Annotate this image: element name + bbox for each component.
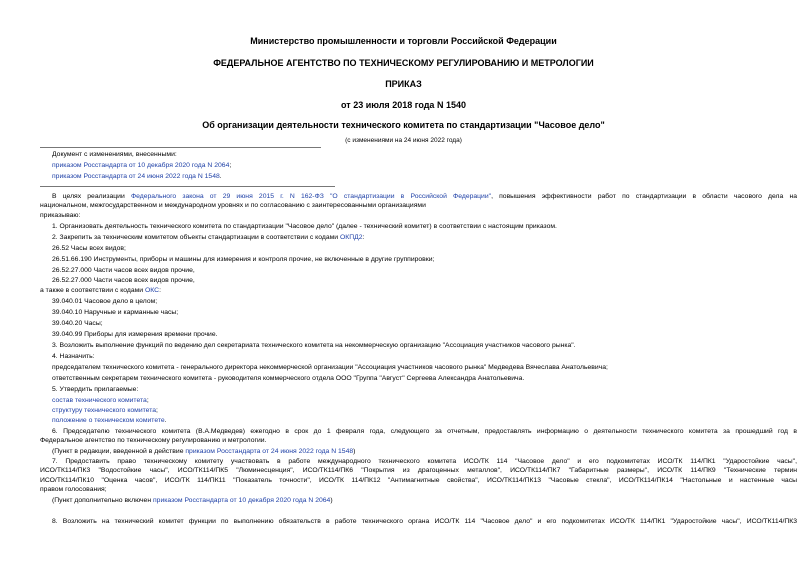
okpd2-link[interactable]: ОКПД2 bbox=[339, 234, 363, 241]
okpd-item: 26.52.27.000 Части часов всех видов прочие, bbox=[52, 267, 195, 274]
clause-5: 5. Утвердить прилагаемые: bbox=[52, 386, 139, 393]
clause-4-secretary: ответственным секретарем технического комитета - руководителя коммерческого отдела ООО "Группа "Август" Сергеева Александра Анатольевича. bbox=[52, 375, 525, 382]
preamble-line-3: приказываю: bbox=[40, 212, 81, 219]
document-type: ПРИКАЗ bbox=[385, 79, 422, 89]
clause-7-line-2: ИСО/ТК114/ПК3 "Водостойкие часы", ИСО/ТК114/ПК5 "Люминесценция", ИСО/ТК114/ПК6 "Покрытия из драгоценных металлов", ИСО/ТК114/ПК7 "Габаритные размеры", ИСО/ТК 114/ПК9 "Технические термин bbox=[40, 467, 797, 474]
okpd-item: 26.52.27.000 Части часов всех видов прочие, bbox=[52, 277, 195, 284]
changes-block bbox=[52, 149, 231, 182]
clause-3: 3. Возложить выполнение функций по ведению дел секретариата технического комитета на некоммерческую организацию "Ассоциация участников часового рынка". bbox=[52, 342, 576, 349]
oks-item: 39.040.20 Часы; bbox=[52, 320, 103, 327]
amendment-link-1548[interactable]: приказом Росстандарта от 24 июня 2022 года N 1548 bbox=[52, 173, 220, 180]
oks-item: 39.040.99 Приборы для измерения времени прочие. bbox=[52, 331, 218, 338]
divider-bottom bbox=[40, 186, 335, 187]
preamble-line-2: национальном, межгосударственном и международном уровнях и по согласованию с заинтересованными организациями bbox=[40, 202, 426, 209]
federal-law-link[interactable]: Федерального закона от 29 июня 2015 г. N 162-ФЗ "О стандартизации в Российской Федерации" bbox=[130, 193, 492, 200]
clause-7-line-4: правом голосования; bbox=[40, 486, 107, 493]
clause-7-line-1: 7. Предоставить право техническому комитету участвовать в работе международного технического комитета ИСО/ТК 114 "Часовое дело" и его подкомитетах ИСО/ТК 114/ПК1 "Ударостойкие часы", bbox=[52, 458, 797, 465]
clause-4: 4. Назначить: bbox=[52, 353, 95, 360]
clause-6-line-1: 6. Председателю технического комитета (В.А.Медведев) ежегодно в срок до 1 февраля года, следующего за отчетным, предоставлять информацию о деятельности технического комитета за прошедший год в bbox=[52, 428, 797, 435]
ministry-name: Министерство промышленности и торговли Российской Федерации bbox=[250, 36, 557, 46]
clause-4-chair: председателем технического комитета - генерального директора некоммерческой организации "Ассоциация участников часового рынка" Медведева Вячеслава Анатольевича; bbox=[52, 364, 608, 371]
clause-1: 1. Организовать деятельность технического комитета по стандартизации "Часовое дело" (далее - технический комитет) в соответствии с настоящим приказом. bbox=[52, 223, 557, 230]
changes-item-1: приказом Росстандарта от 10 декабря 2020 года N 2064; bbox=[52, 162, 232, 169]
oks-item: 39.040.01 Часовое дело в целом; bbox=[52, 298, 158, 305]
changes-note: (с изменениями на 24 июня 2022 года) bbox=[345, 137, 462, 144]
clause-8-line-1: 8. Возложить на технический комитет функции по выполнению обязательств в работе технического органа ИСО/ТК 114 "Часовое дело" и его подкомитетах ИСО/ТК 114/ПК1 "Ударостойкие часы", ИСО/ТК114/ПК3 bbox=[52, 518, 797, 525]
clause-5-item: структуру технического комитета; bbox=[52, 407, 158, 414]
oks-item: 39.040.10 Наручные и карманные часы; bbox=[52, 309, 179, 316]
okpd-item: 26.52 Часы всех видов; bbox=[52, 245, 126, 252]
oks-intro: а также в соответствии с кодами ОКС: bbox=[40, 287, 161, 294]
amendment-note-link-1548[interactable]: приказом Росстандарта от 24 июня 2022 года N 1548 bbox=[185, 448, 354, 455]
clause-2: 2. Закрепить за техническим комитетом объекты стандартизации в соответствии с кодами ОКПД2: bbox=[52, 234, 365, 241]
clause-5-item: состав технического комитета; bbox=[52, 397, 149, 404]
document-date-number: от 23 июля 2018 года N 1540 bbox=[341, 100, 466, 110]
committee-regulation-link[interactable]: положение о техническом комитете bbox=[52, 417, 165, 424]
amendment-note-link-2064[interactable]: приказом Росстандарта от 10 декабря 2020 года N 2064 bbox=[152, 497, 331, 504]
changes-intro: Документ с изменениями, внесенными: bbox=[52, 151, 177, 158]
clause-7-note: (Пункт дополнительно включен приказом Росстандарта от 10 декабря 2020 года N 2064) bbox=[52, 497, 333, 504]
committee-composition-link[interactable]: состав технического комитета bbox=[52, 397, 147, 404]
clause-5-item: положение о техническом комитете. bbox=[52, 417, 167, 424]
okpd-item: 26.51.66.190 Инструменты, приборы и машины для измерения и контроля прочие, не включенные в другие группировки; bbox=[52, 256, 435, 263]
committee-structure-link[interactable]: структуру технического комитета bbox=[52, 407, 157, 414]
clause-7-line-3: ИСО/ТК114/ПК10 "Оценка часов", ИСО/ТК 114/ПК11 "Показатель точности", ИСО/ТК 114/ПК12 "Антимагнитные свойства", ИСО/ТК114/ПК13 "Часовые стекла", ИСО/ТК114/ПК14 "Настольные и настенные часы bbox=[40, 477, 797, 484]
changes-item-2: приказом Росстандарта от 24 июня 2022 года N 1548. bbox=[52, 173, 222, 180]
clause-6-line-2: Федеральное агентство по техническому регулированию и метрологии. bbox=[40, 437, 267, 444]
document-title: Об организации деятельности технического комитета по стандартизации "Часовое дело" bbox=[202, 120, 605, 130]
oks-link[interactable]: ОКС bbox=[144, 287, 160, 294]
amendment-link-2064[interactable]: приказом Росстандарта от 10 декабря 2020 года N 2064 bbox=[52, 162, 230, 169]
agency-name: ФЕДЕРАЛЬНОЕ АГЕНТСТВО ПО ТЕХНИЧЕСКОМУ РЕГУЛИРОВАНИЮ И МЕТРОЛОГИИ bbox=[213, 58, 594, 68]
divider-top bbox=[40, 147, 321, 148]
preamble-line-1: В целях реализации Федерального закона от 29 июня 2015 г. N 162-ФЗ "О стандартизации в Российской Федерации", повышения эффективности работ по стандартизации в области часового дела на bbox=[52, 193, 797, 200]
clause-6-note: (Пункт в редакции, введенной в действие приказом Росстандарта от 24 июня 2022 года N 1548) bbox=[52, 448, 356, 455]
